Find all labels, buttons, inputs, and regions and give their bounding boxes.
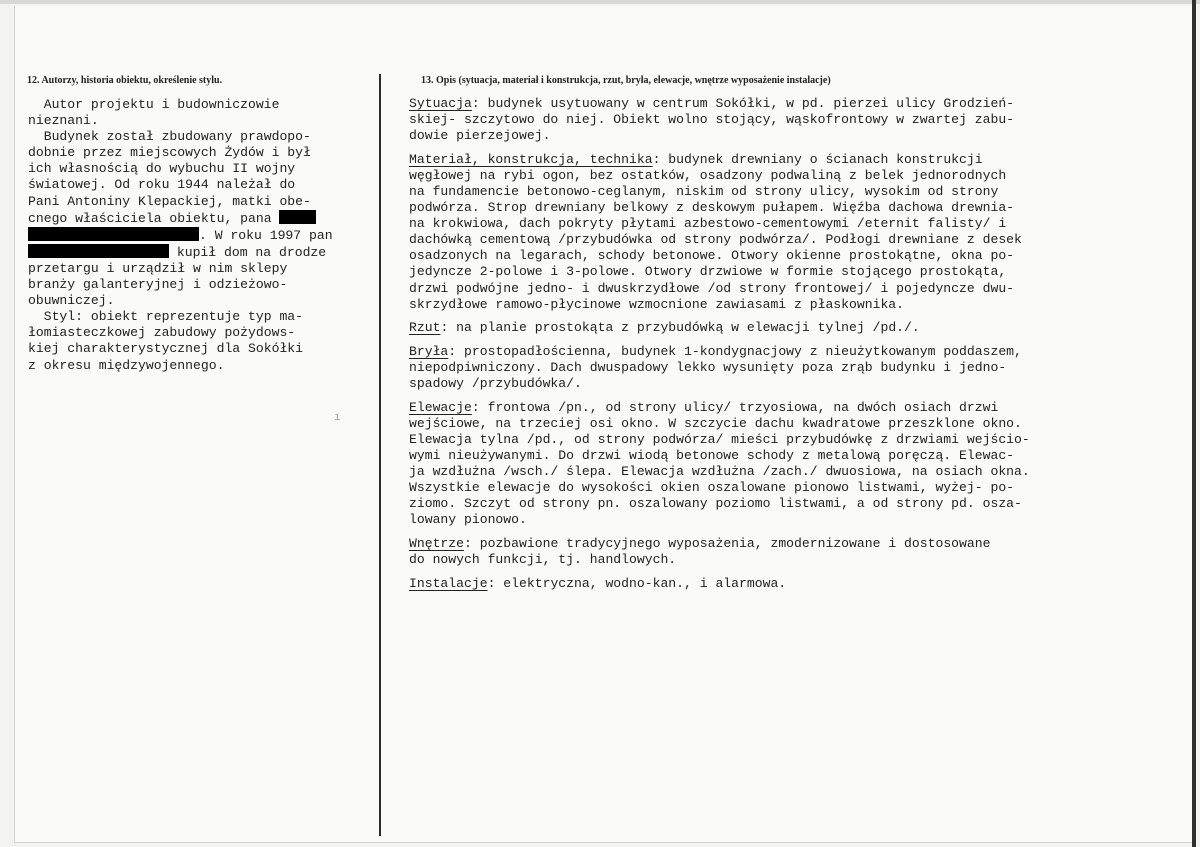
history-text-c: kupił dom na drodze przetargu i urządził w nim sklepy branży galanteryjnej i odzieżowo- obuwniczej. bbox=[28, 244, 327, 309]
bryla-label: Bryła bbox=[409, 343, 449, 359]
history-paragraph bbox=[28, 129, 378, 309]
wnetrze-section bbox=[409, 536, 1189, 568]
rzut-label: Rzut bbox=[409, 320, 441, 336]
material-label: Materiał, konstrukcja, technika bbox=[409, 151, 653, 167]
authors-paragraph: Autor projektu i budowniczowie nieznani. bbox=[28, 97, 280, 129]
wnetrze-text: : pozbawione tradycyjnego wyposażenia, zmodernizowane i dostosowane do nowych funkcji, tj. handlowych. bbox=[409, 535, 991, 567]
instalacje-section bbox=[409, 576, 1189, 592]
column-divider bbox=[379, 74, 381, 836]
history-column bbox=[28, 97, 378, 374]
wnetrze-label: Wnętrze bbox=[409, 535, 465, 551]
description-column bbox=[409, 96, 1189, 599]
stray-mark: ı bbox=[334, 412, 341, 424]
card-right-edge bbox=[1192, 0, 1196, 847]
sytuacja-section bbox=[409, 96, 1189, 144]
style-paragraph: Styl: obiekt reprezentuje typ ma- łomiasteczkowej zabudowy pożydows- kiej charakterystycznej dla Sokółki z okresu międzywojennego. bbox=[28, 309, 304, 373]
redacted-name-1 bbox=[279, 210, 316, 224]
rzut-section bbox=[409, 320, 1189, 336]
bryla-section bbox=[409, 344, 1189, 392]
material-text: : budynek drewniany o ścianach konstrukcji węgłowej na rybi ogon, bez ostatków, osadzony podwaliną z belek jednorodnych na fundamencie betonowo-ceglanym, niskim od strony ulicy, wysokim od strony podwórza. Strop drewniany belkowy z deskowym pułapem. Więźba dachowa drewnia- na krokwiowa, dach pokryty płytami azbestowo-cementowymi /eternit falisty/ i dachówką cementową /przybudówka od strony podwórza/. Podłogi drewniane z desek osadzonych na legarach, schody betonowe. Otwory okienne prostokątne, okna po- jedyncze 2-polowe i 3-polowe. Otwory drzwiowe w formie stojącego prostokąta, drzwi podwójne jedno- i dwuskrzydłowe /od strony frontowej/ i pojedyncze dwu- skrzydłowe ramowo-płycinowe wzmocnione zawiasami z płaskownika. bbox=[409, 151, 1022, 312]
rzut-text: : na planie prostokąta z przybudówką w elewacji tylnej /pd./. bbox=[440, 320, 920, 336]
redacted-name-2 bbox=[28, 227, 199, 241]
sytuacja-text: : budynek usytuowany w centrum Sokółki, w pd. pierzei ulicy Grodzień- skiej- szczytowo do niej. Obiekt wolno stojący, wąskofrontowy w zwartej zabu- dowie pierzejowej. bbox=[409, 96, 1015, 144]
instalacje-label: Instalacje bbox=[409, 575, 488, 591]
redacted-name-3 bbox=[28, 244, 169, 258]
bryla-text: : prostopadłościenna, budynek 1-kondygnacjowy z nieużytkowanym poddaszem, niepodpiwniczony. Dach dwuspadowy lekko wysunięty poza zrąb budynku i jedno- spadowy /przybudówka/. bbox=[409, 343, 1022, 391]
history-text-a: Budynek został zbudowany prawdopo- dobnie przez miejscowych Żydów i był ich własnością do wybuchu II wojny światowej. Od roku 1944 należał do Pani Antoniny Klepackiej, matki obe- cnego właściciela obiektu, pana bbox=[28, 129, 311, 226]
instalacje-text: : elektryczna, wodno-kan., i alarmowa. bbox=[487, 575, 787, 591]
elewacje-text: : frontowa /pn., od strony ulicy/ trzyosiowa, na dwóch osiach drzwi wejściowe, na trzeciej osi okno. W szczycie dachu kwadratowe przeszklone okno. Elewacja tylna /pd., od strony podwórza/ mieści przybudówkę z drzwiami wejścio- wymi nieużywanymi. Do drzwi wiodą betonowe schody z metalową poręczą. Elewac- ja wzdłużna /wsch./ ślepa. Elewacja wzdłużna /zach./ dwuosiowa, na osiach okna. Wszystkie elewacje do wysokości okien oszalowane pionowo listwami, wyżej- po- ziomo. Szczyt od strony pn. oszalowany poziomo listwami, a od strony pd. osza- lowany pionowo. bbox=[409, 399, 1030, 528]
sytuacja-label: Sytuacja bbox=[409, 96, 472, 111]
elewacje-section bbox=[409, 400, 1189, 529]
material-section bbox=[409, 152, 1189, 313]
elewacje-label: Elewacje bbox=[409, 399, 472, 415]
history-text-b: . W roku 1997 pan bbox=[199, 227, 333, 243]
card-top-edge bbox=[0, 0, 1200, 4]
section-12-heading: 12. Autorzy, historia obiektu, określenie stylu. bbox=[27, 75, 223, 86]
section-13-heading: 13. Opis (sytuacja, materiał i konstrukcja, rzut, bryła, elewacje, wnętrze wyposażenie instalacje) bbox=[421, 75, 831, 86]
